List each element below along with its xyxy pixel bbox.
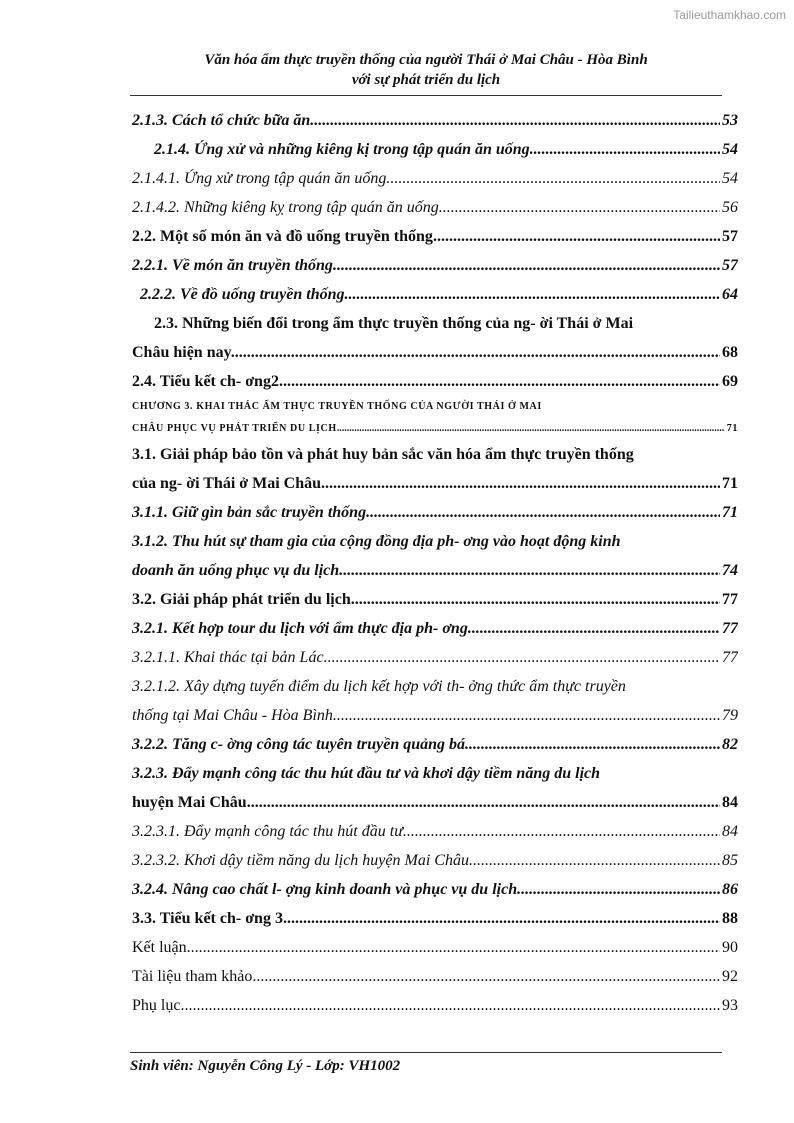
toc-entry-title: của ng- ời Thái ở Mai Châu xyxy=(132,475,322,492)
toc-leader-dots xyxy=(333,251,720,280)
toc-leader-dots xyxy=(324,643,720,672)
toc-entry-title: Châu hiện nay. xyxy=(132,344,235,361)
toc-page-number: 85 xyxy=(722,852,738,869)
toc-entry[interactable] xyxy=(132,875,738,904)
toc-page-number: 93 xyxy=(722,997,738,1014)
toc-leader-dots xyxy=(386,164,720,193)
toc-entry-title: 3.2.1. Kết hợp tour du lịch với ẩm thực địa ph- ơng xyxy=(132,620,468,637)
toc-entry-title: CHƯƠNG 3. KHAI THÁC ẨM THỰC TRUYỀN THỐNG CỦA NGƯỜI THÁI Ở MAI xyxy=(132,401,542,412)
toc-page-number: 84 xyxy=(722,823,738,840)
watermark: Tailieuthamkhao.com xyxy=(673,8,786,22)
toc-entry[interactable] xyxy=(132,759,738,788)
toc-page-number: 54 xyxy=(722,141,738,158)
toc-entry-title: 3.2.1.1. Khai thác tại bản Lác xyxy=(132,649,324,666)
toc-entry[interactable] xyxy=(132,251,738,280)
toc-page-number: 53 xyxy=(722,112,738,129)
toc-entry[interactable] xyxy=(132,817,738,846)
toc-entry[interactable] xyxy=(132,469,738,498)
toc-entry[interactable] xyxy=(132,498,738,527)
toc-entry-title: 3.2. Giải pháp phát triển du lịch xyxy=(132,591,351,608)
toc-page-number: 64 xyxy=(722,286,738,303)
toc-entry-title: 2.1.3. Cách tổ chức bữa ăn xyxy=(132,112,311,129)
toc-leader-dots xyxy=(247,788,720,817)
toc-entry-title: 3.1.1. Giữ gìn bản sắc truyền thống xyxy=(132,504,367,521)
toc-entry[interactable] xyxy=(132,440,738,469)
toc-entry-title: 2.2. Một số món ăn và đồ uống truyền thống xyxy=(132,228,433,245)
toc-page-number: 71 xyxy=(722,475,738,492)
toc-entry-title: 2.1.4.2. Những kiêng kỵ trong tập quán ăn uống xyxy=(132,199,439,216)
toc-entry[interactable] xyxy=(132,730,738,759)
toc-entry-title: CHÂU PHỤC VỤ PHÁT TRIỂN DU LỊCH xyxy=(132,423,337,434)
toc-entry[interactable] xyxy=(132,135,738,164)
toc-leader-dots xyxy=(530,135,720,164)
running-header xyxy=(130,50,722,90)
toc-page-number: 57 xyxy=(722,257,738,274)
toc-leader-dots xyxy=(351,585,720,614)
toc-page-number: 77 xyxy=(722,591,738,608)
page-footer: Sinh viên: Nguyễn Công Lý - Lớp: VH1002 xyxy=(130,1058,401,1074)
toc-entry[interactable] xyxy=(132,556,738,585)
toc-leader-dots xyxy=(283,904,720,933)
toc-leader-dots xyxy=(517,875,720,904)
toc-entry-title: thống tại Mai Châu - Hòa Bình xyxy=(132,707,333,724)
toc-page-number: 88 xyxy=(722,910,738,927)
toc-page-number: 69 xyxy=(722,373,738,390)
toc-page-number: 68 xyxy=(722,344,738,361)
toc-leader-dots xyxy=(279,367,720,396)
toc-entry[interactable] xyxy=(132,106,738,135)
toc-leader-dots xyxy=(366,498,720,527)
toc-entry-title: huyện Mai Châu xyxy=(132,794,247,811)
toc-page-number: 86 xyxy=(722,881,738,898)
toc-entry[interactable] xyxy=(132,396,738,418)
table-of-contents xyxy=(132,106,738,1020)
header-line-1: Văn hóa ẩm thực truyền thống của người Thái ở Mai Châu - Hòa Bình xyxy=(204,52,648,68)
toc-entry-title: 3.1.2. Thu hút sự tham gia của cộng đồng địa ph- ơng vào hoạt động kinh xyxy=(132,533,621,550)
toc-entry[interactable] xyxy=(132,643,738,672)
toc-leader-dots xyxy=(433,222,720,251)
toc-leader-dots xyxy=(344,280,720,309)
toc-entry-title: 2.2.1. Về món ăn truyền thống xyxy=(132,257,333,274)
toc-page-number: 56 xyxy=(722,199,738,216)
toc-entry[interactable] xyxy=(132,846,738,875)
toc-entry-title: 2.1.4. Ứng xử và những kiêng kị trong tập quán ăn uống xyxy=(154,141,530,158)
toc-entry[interactable] xyxy=(132,672,738,701)
toc-leader-dots xyxy=(252,962,720,991)
footer-rule xyxy=(130,1052,722,1053)
toc-entry-title: 3.2.1.2. Xây dựng tuyến điểm du lịch kết hợp với th- ởng thức ẩm thực truyền xyxy=(132,678,626,695)
toc-entry[interactable] xyxy=(132,991,738,1020)
toc-entry-title: Phụ lục xyxy=(132,997,181,1014)
toc-entry[interactable] xyxy=(132,701,738,730)
toc-leader-dots xyxy=(187,933,720,962)
toc-entry-title: 3.3. Tiểu kết ch- ơng 3 xyxy=(132,910,283,927)
toc-leader-dots xyxy=(235,338,720,367)
toc-entry-title: 3.2.3.2. Khơi dậy tiềm năng du lịch huyện Mai Châu xyxy=(132,852,469,869)
toc-page-number: 82 xyxy=(722,736,738,753)
toc-entry-title: 3.2.2. Tăng c- ờng công tác tuyên truyền quảng bá xyxy=(132,736,466,753)
toc-entry-title: 3.2.4. Nâng cao chất l- ợng kinh doanh và phục vụ du lịch xyxy=(132,881,518,898)
toc-page-number: 57 xyxy=(722,228,738,245)
toc-entry[interactable] xyxy=(132,222,738,251)
toc-leader-dots xyxy=(339,556,720,585)
toc-leader-dots xyxy=(321,469,720,498)
toc-entry[interactable] xyxy=(132,614,738,643)
header-line-2: với sự phát triển du lịch xyxy=(351,72,501,88)
toc-entry[interactable] xyxy=(132,527,738,556)
toc-entry[interactable] xyxy=(132,585,738,614)
header-rule xyxy=(130,95,722,96)
toc-entry[interactable] xyxy=(132,164,738,193)
toc-entry[interactable] xyxy=(132,338,738,367)
toc-entry-title: Kết luận xyxy=(132,939,187,956)
toc-entry-title: 3.1. Giải pháp bảo tồn và phát huy bản sắc văn hóa ẩm thực truyền thống xyxy=(132,446,634,463)
toc-entry-title: 3.2.3. Đẩy mạnh công tác thu hút đầu tư và khơi dậy tiềm năng du lịch xyxy=(132,765,601,782)
toc-page-number: 92 xyxy=(722,968,738,985)
toc-entry[interactable] xyxy=(132,962,738,991)
toc-leader-dots xyxy=(180,991,720,1020)
toc-page-number: 54 xyxy=(722,170,738,187)
toc-leader-dots xyxy=(403,817,720,846)
toc-page-number: 71 xyxy=(726,423,738,434)
toc-page-number: 77 xyxy=(722,620,738,637)
toc-page-number: 77 xyxy=(722,649,738,666)
toc-entry-title: doanh ăn uống phục vụ du lịch xyxy=(132,562,340,579)
toc-entry[interactable] xyxy=(132,904,738,933)
toc-page-number: 84 xyxy=(722,794,738,811)
toc-leader-dots xyxy=(310,106,720,135)
toc-page-number: 71 xyxy=(722,504,738,521)
toc-entry-title: 2.1.4.1. Ứng xử trong tập quán ăn uống xyxy=(132,170,387,187)
toc-leader-dots xyxy=(439,193,720,222)
toc-entry[interactable] xyxy=(132,788,738,817)
toc-leader-dots xyxy=(468,614,720,643)
toc-entry-title: Tài liệu tham khảo xyxy=(132,968,253,985)
toc-entry[interactable] xyxy=(132,418,738,440)
toc-page-number: 74 xyxy=(722,562,738,579)
toc-leader-dots xyxy=(337,418,725,440)
toc-entry-title: 2.2.2. Về đồ uống truyền thống xyxy=(140,286,345,303)
toc-entry[interactable] xyxy=(132,280,738,309)
toc-leader-dots xyxy=(469,846,720,875)
toc-entry[interactable] xyxy=(132,933,738,962)
toc-entry-title: 3.2.3.1. Đẩy mạnh công tác thu hút đầu tư xyxy=(132,823,403,840)
toc-leader-dots xyxy=(333,701,720,730)
toc-entry[interactable] xyxy=(132,309,738,338)
toc-page-number: 90 xyxy=(722,939,738,956)
toc-leader-dots xyxy=(465,730,720,759)
toc-entry-title: 2.4. Tiểu kết ch- ơng2 xyxy=(132,373,279,390)
toc-entry[interactable] xyxy=(132,367,738,396)
toc-page-number: 79 xyxy=(722,707,738,724)
toc-entry[interactable] xyxy=(132,193,738,222)
toc-entry-title: 2.3. Những biến đổi trong ẩm thực truyền thống của ng- ời Thái ở Mai xyxy=(154,315,634,332)
